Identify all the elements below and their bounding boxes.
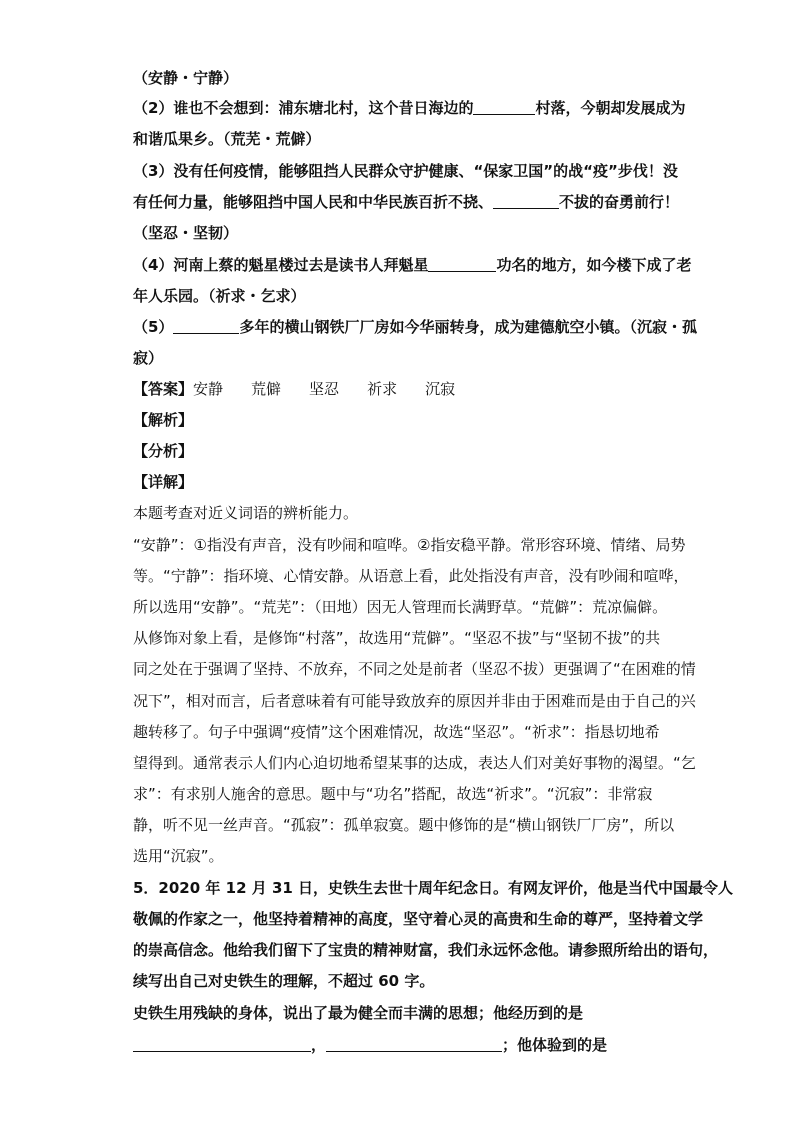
explanation-line: 从修饰对象上看，是修饰“村落”，故选用“荒僻”。“坚忍不拔”与“坚韧不拔”的共	[133, 629, 661, 647]
q5-line: 敬佩的作家之一，他坚持着精神的高度，坚守着心灵的高贵和生命的尊严，坚持着文学	[133, 910, 704, 928]
answer-item: 坚忍	[309, 380, 340, 398]
explanation-line: 况下”，相对而言，后者意味着有可能导致放弃的原因并非由于困难而是由于自己的兴	[133, 692, 696, 710]
q4-5-blank[interactable]	[173, 317, 239, 334]
q4-3-blank[interactable]	[493, 192, 559, 209]
q5-separator-1: ，	[311, 1036, 327, 1054]
explanation-line: 选用“沉寂”。	[133, 847, 224, 865]
q4-2-blank[interactable]	[473, 98, 535, 115]
q4-sentence-2	[133, 97, 685, 119]
q5-line: 续写出自己对史铁生的理解，不超过 60 字。	[133, 972, 435, 990]
explanation-line: 求”：有求别人施舍的意思。题中与“功名”搭配，故选“祈求”。“沉寂”：非常寂	[133, 785, 653, 803]
q4-4-text-b: 功名的地方，如今楼下成了老	[496, 256, 692, 274]
q5-separator-2: ；他体验到的是	[502, 1036, 608, 1054]
q5-line: 史铁生用残缺的身体，说出了最为健全而丰满的思想；他经历到的是	[133, 1004, 584, 1022]
q5-blank-2[interactable]	[326, 1035, 502, 1052]
q4-5-text-b: 多年的横山钢铁厂厂房如今华丽转身，成为建德航空小镇。（沉寂・孤	[239, 318, 697, 336]
q4-sentence-4-cont: 年人乐园。（祈求・乞求）	[133, 287, 306, 305]
q5-answer-line	[133, 1034, 607, 1056]
answer-item: 安静	[193, 380, 224, 398]
section-fenxi: 【分析】	[133, 442, 194, 460]
answer-item: 荒僻	[251, 380, 282, 398]
section-jiexi: 【解析】	[133, 411, 194, 429]
q5-blank-1[interactable]	[133, 1035, 311, 1052]
q4-sentence-3-options: （坚忍・坚韧）	[133, 224, 239, 242]
explanation-line: 趣转移了。句子中强调“疫情”这个困难情况，故选“坚忍”。“祈求”：指恳切地希	[133, 723, 660, 741]
q4-3-text-a: 有任何力量，能够阻挡中国人民和中华民族百折不挠、	[133, 193, 494, 211]
q4-2-text-a: （2）谁也不会想到：浦东塘北村，这个昔日海边的	[133, 99, 474, 117]
answer-item: 祈求	[367, 380, 398, 398]
explanation-line: 本题考查对近义词语的辨析能力。	[133, 504, 359, 522]
q4-2-text-b: 村落，今朝却发展成为	[535, 99, 686, 117]
q5-line: 的崇高信念。他给我们留下了宝贵的精神财富，我们永远怀念他。请参照所给出的语句，	[133, 941, 719, 959]
section-xiangjie: 【详解】	[133, 473, 194, 491]
q4-option-line: （安静・宁静）	[133, 69, 239, 87]
q4-4-text-a: （4）河南上蔡的魁星楼过去是读书人拜魁星	[133, 256, 429, 274]
q4-5-text-a: （5）	[133, 318, 174, 336]
q4-sentence-4	[133, 254, 691, 276]
q4-3-text-b: 不拔的奋勇前行！	[559, 193, 680, 211]
explanation-line: 静，听不见一丝声音。“孤寂”：孤单寂寞。题中修饰的是“横山钢铁厂厂房”，所以	[133, 816, 675, 834]
explanation-line: 望得到。通常表示人们内心迫切地希望某事的达成，表达人们对美好事物的渴望。“乞	[133, 754, 696, 772]
q4-sentence-5-cont: 寂）	[133, 349, 164, 367]
q4-sentence-5	[133, 316, 697, 338]
explanation-line: 所以选用“安静”。“荒芜”：（田地）因无人管理而长满野草。“荒僻”：荒凉偏僻。	[133, 598, 668, 616]
explanation-line: 同之处在于强调了坚持、不放弃，不同之处是前者（坚忍不拔）更强调了“在困难的情	[133, 660, 696, 678]
answer-item: 沉寂	[425, 380, 456, 398]
explanation-line: 等。“宁静”：指环境、心情安静。从语意上看，此处指没有声音，没有吵闹和喧哗，	[133, 567, 689, 585]
q5-line: 5．2020 年 12 月 31 日，史铁生去世十周年纪念日。有网友评价，他是当代中国最令人	[133, 879, 734, 897]
answer-line	[133, 378, 483, 400]
q4-4-blank[interactable]	[428, 255, 496, 272]
answer-label: 【答案】	[133, 380, 194, 398]
q4-sentence-3: （3）没有任何疫情，能够阻挡人民群众守护健康、“保家卫国”的战“疫”步伐！没	[133, 162, 678, 180]
explanation-line: “安静”：①指没有声音，没有吵闹和喧哗。②指安稳平静。常形容环境、情绪、局势	[133, 536, 686, 554]
q4-sentence-2-cont: 和谐瓜果乡。（荒芜・荒僻）	[133, 130, 321, 148]
q4-sentence-3-cont	[133, 191, 679, 213]
